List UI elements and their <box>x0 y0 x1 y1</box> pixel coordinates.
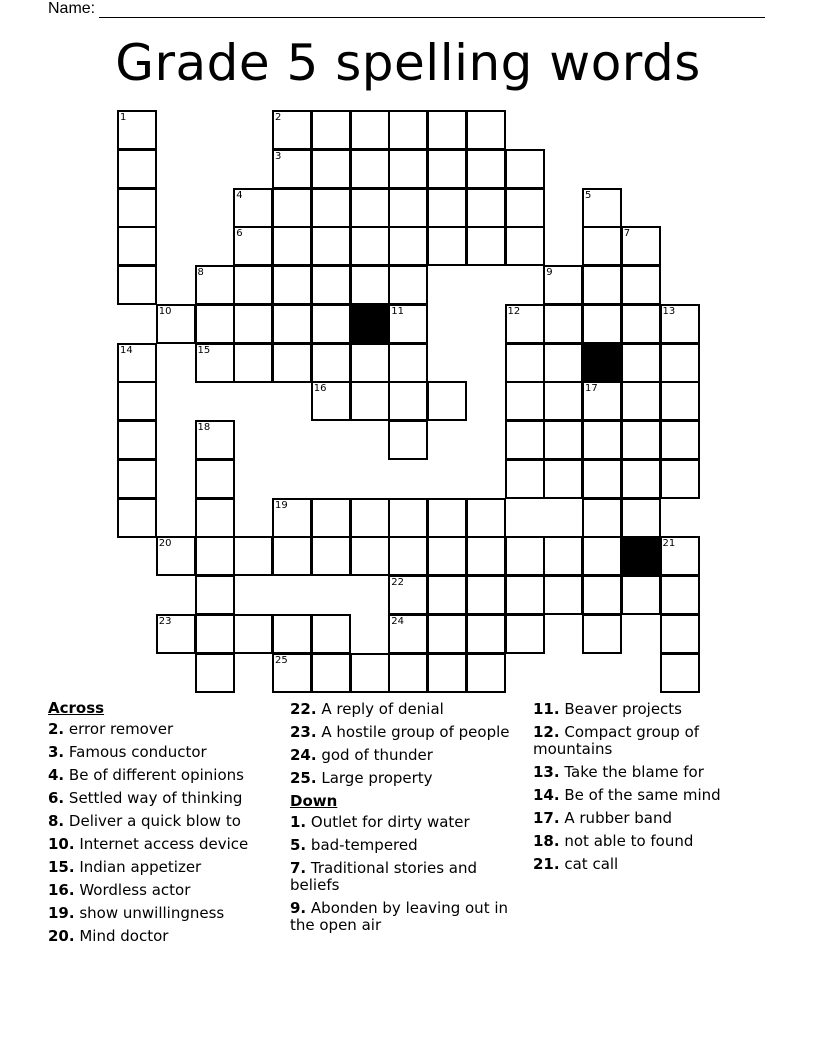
grid-cell[interactable] <box>466 188 506 228</box>
grid-cell[interactable] <box>621 304 661 344</box>
clue-number: 6 <box>236 228 243 240</box>
clue-number: 8. <box>48 812 65 830</box>
across-clue <box>48 767 278 784</box>
grid-cell[interactable] <box>311 536 351 576</box>
clue-number: 23. <box>290 723 317 741</box>
grid-cell[interactable] <box>582 420 622 460</box>
grid-cell[interactable] <box>505 343 545 383</box>
clue-text: show unwillingness <box>79 904 225 922</box>
grid-cell[interactable] <box>117 343 157 383</box>
clue-number: 1 <box>120 112 127 123</box>
clue-text: Beaver projects <box>564 700 682 718</box>
grid-cell[interactable] <box>543 304 583 344</box>
black-cell <box>350 304 390 344</box>
clue-number: 19 <box>275 499 288 511</box>
grid-cell[interactable] <box>621 343 661 383</box>
grid-cell[interactable] <box>543 381 583 421</box>
clue-number: 11. <box>533 700 560 718</box>
grid-cell[interactable] <box>272 188 312 228</box>
across-clue <box>48 928 278 945</box>
clue-number: 2 <box>275 112 282 123</box>
grid-cell[interactable] <box>272 653 312 693</box>
grid-cell[interactable] <box>427 575 467 615</box>
grid-cell[interactable] <box>543 536 583 576</box>
down-clue <box>533 810 763 827</box>
grid-cell[interactable] <box>195 420 235 460</box>
grid-cell[interactable] <box>350 653 390 693</box>
grid-cell[interactable] <box>505 304 545 344</box>
grid-cell[interactable] <box>117 149 157 189</box>
clue-text: Indian appetizer <box>79 858 202 876</box>
clue-number: 14 <box>120 344 133 356</box>
across-clue <box>290 770 520 787</box>
name-label: Name: <box>48 0 96 17</box>
grid-cell[interactable] <box>272 149 312 189</box>
grid-cell[interactable] <box>350 226 390 266</box>
grid-cell[interactable] <box>621 381 661 421</box>
clue-number: 18 <box>197 422 211 433</box>
grid-cell[interactable] <box>233 343 273 383</box>
clue-number: 22. <box>290 700 317 718</box>
across-clue <box>48 790 278 807</box>
grid-cell[interactable] <box>195 343 235 383</box>
clue-text: Abonden by leaving out in the open air <box>290 899 509 934</box>
clue-number: 1. <box>290 813 307 831</box>
grid-cell[interactable] <box>582 498 622 538</box>
clue-number: 7. <box>290 859 307 877</box>
grid-cell[interactable] <box>311 188 351 228</box>
clue-text: Be of the same mind <box>564 786 721 804</box>
clue-number: 9. <box>290 899 307 917</box>
grid-cell[interactable] <box>195 265 235 305</box>
grid-cell[interactable] <box>543 343 583 383</box>
clue-text: Deliver a quick blow to <box>68 812 241 830</box>
clue-number: 24. <box>290 746 317 764</box>
grid-cell[interactable] <box>195 653 235 693</box>
grid-cell[interactable] <box>233 536 273 576</box>
grid-cell[interactable] <box>427 149 467 189</box>
clue-number: 17. <box>533 809 560 827</box>
clue-text: error remover <box>68 720 174 738</box>
clue-number: 15 <box>197 344 211 356</box>
clue-text: god of thunder <box>321 746 433 764</box>
grid-cell[interactable] <box>156 536 196 576</box>
grid-cell[interactable] <box>350 149 390 189</box>
grid-cell[interactable] <box>311 498 351 538</box>
grid-cell[interactable] <box>233 226 273 266</box>
grid-cell[interactable] <box>117 226 157 266</box>
grid-cell[interactable] <box>388 226 428 266</box>
clue-text: Settled way of thinking <box>68 789 243 807</box>
clue-text: Compact group of mountains <box>533 723 700 758</box>
clue-number: 19. <box>48 904 75 922</box>
clue-number: 12. <box>533 723 560 741</box>
grid-cell[interactable] <box>388 653 428 693</box>
grid-cell[interactable] <box>117 498 157 538</box>
grid-cell[interactable] <box>156 304 196 344</box>
grid-cell[interactable] <box>466 149 506 189</box>
clue-text: Take the blame for <box>564 763 704 781</box>
grid-cell[interactable] <box>388 420 428 460</box>
grid-cell[interactable] <box>582 381 622 421</box>
clue-number: 17 <box>585 383 598 395</box>
grid-cell[interactable] <box>350 265 390 305</box>
down-clue <box>533 724 763 758</box>
clue-text: A rubber band <box>564 809 673 827</box>
clue-number: 13 <box>662 305 676 317</box>
grid-cell[interactable] <box>621 459 661 499</box>
name-field <box>48 0 765 18</box>
grid-cell[interactable] <box>505 149 545 189</box>
grid-cell[interactable] <box>388 265 428 305</box>
clue-text: A reply of denial <box>321 700 444 718</box>
grid-cell[interactable] <box>311 304 351 344</box>
grid-cell[interactable] <box>195 536 235 576</box>
clue-number: 21. <box>533 855 560 873</box>
grid-cell[interactable] <box>388 575 428 615</box>
grid-cell[interactable] <box>543 459 583 499</box>
clue-number: 4. <box>48 766 65 784</box>
grid-cell[interactable] <box>311 653 351 693</box>
grid-cell[interactable] <box>427 536 467 576</box>
grid-cell[interactable] <box>660 536 700 576</box>
grid-cell[interactable] <box>660 614 700 654</box>
grid-cell[interactable] <box>505 575 545 615</box>
clue-number: 7 <box>623 228 631 240</box>
down-clue <box>290 814 520 831</box>
clue-number: 16 <box>313 383 327 395</box>
grid-cell[interactable] <box>505 459 545 499</box>
grid-cell[interactable] <box>195 498 235 538</box>
across-clue <box>48 882 278 899</box>
grid-cell[interactable] <box>427 188 467 228</box>
clue-number: 8 <box>197 267 204 278</box>
grid-cell[interactable] <box>582 226 622 266</box>
across-clue <box>48 721 278 738</box>
down-clue <box>533 764 763 781</box>
across-clue <box>48 859 278 876</box>
grid-cell[interactable] <box>466 498 506 538</box>
down-clue-list <box>290 814 520 934</box>
grid-cell[interactable] <box>543 265 583 305</box>
grid-cell[interactable] <box>311 265 351 305</box>
grid-cell[interactable] <box>660 420 700 460</box>
down-clue <box>533 856 763 873</box>
across-clue <box>290 724 520 741</box>
clue-number: 9 <box>546 267 553 278</box>
grid-cell[interactable] <box>388 149 428 189</box>
grid-cell[interactable] <box>427 498 467 538</box>
grid-cell[interactable] <box>582 304 622 344</box>
clue-number: 2. <box>48 720 65 738</box>
grid-cell[interactable] <box>427 110 467 150</box>
page-title: Grade 5 spelling words <box>115 34 701 92</box>
clue-number: 23 <box>158 615 172 627</box>
clue-text: Outlet for dirty water <box>310 813 470 831</box>
grid-cell[interactable] <box>505 614 545 654</box>
across-clue <box>48 744 278 761</box>
grid-cell[interactable] <box>543 420 583 460</box>
grid-cell[interactable] <box>272 498 312 538</box>
grid-cell[interactable] <box>582 265 622 305</box>
grid-cell[interactable] <box>388 614 428 654</box>
grid-cell[interactable] <box>117 420 157 460</box>
grid-cell[interactable] <box>350 498 390 538</box>
across-clue-list-continued <box>290 701 520 787</box>
down-heading: Down <box>290 792 338 810</box>
grid-cell[interactable] <box>543 575 583 615</box>
grid-cell[interactable] <box>156 614 196 654</box>
grid-cell[interactable] <box>427 614 467 654</box>
grid-cell[interactable] <box>427 226 467 266</box>
grid-cell[interactable] <box>272 110 312 150</box>
black-cell <box>621 536 661 576</box>
grid-cell[interactable] <box>311 110 351 150</box>
grid-cell[interactable] <box>388 188 428 228</box>
grid-cell[interactable] <box>427 653 467 693</box>
clue-number: 12 <box>507 305 521 317</box>
down-clue <box>533 833 763 850</box>
grid-cell[interactable] <box>311 149 351 189</box>
down-clue-list-continued <box>533 701 763 873</box>
grid-cell[interactable] <box>582 188 622 228</box>
grid-cell[interactable] <box>621 420 661 460</box>
clue-text: not able to found <box>564 832 694 850</box>
grid-cell[interactable] <box>582 614 622 654</box>
clue-text: Traditional stories and beliefs <box>290 859 478 894</box>
grid-cell[interactable] <box>272 226 312 266</box>
clue-number: 24 <box>391 615 404 627</box>
grid-cell[interactable] <box>660 381 700 421</box>
grid-cell[interactable] <box>621 575 661 615</box>
down-clue <box>290 900 520 934</box>
clues-column-2 <box>290 701 520 940</box>
grid-cell[interactable] <box>350 343 390 383</box>
grid-cell[interactable] <box>466 614 506 654</box>
grid-cell[interactable] <box>311 343 351 383</box>
grid-cell[interactable] <box>388 110 428 150</box>
clue-number: 5 <box>585 189 592 201</box>
grid-cell[interactable] <box>117 188 157 228</box>
clue-text: cat call <box>564 855 619 873</box>
clue-number: 25 <box>275 654 288 666</box>
grid-cell[interactable] <box>427 381 467 421</box>
across-clue <box>48 813 278 830</box>
grid-cell[interactable] <box>660 343 700 383</box>
grid-cell[interactable] <box>621 498 661 538</box>
grid-cell[interactable] <box>311 226 351 266</box>
clue-number: 14. <box>533 786 560 804</box>
clue-number: 11 <box>391 305 404 317</box>
clue-number: 18. <box>533 832 560 850</box>
grid-cell[interactable] <box>660 304 700 344</box>
grid-cell[interactable] <box>660 575 700 615</box>
clue-number: 10 <box>158 305 172 317</box>
black-cell <box>582 343 622 383</box>
across-heading: Across <box>48 699 105 717</box>
clue-text: Large property <box>321 769 433 787</box>
clue-number: 25. <box>290 769 317 787</box>
grid-cell[interactable] <box>505 536 545 576</box>
grid-cell[interactable] <box>233 304 273 344</box>
down-clue <box>290 860 520 894</box>
across-clue-list <box>48 721 278 945</box>
clue-text: Internet access device <box>79 835 249 853</box>
clue-number: 22 <box>391 577 404 588</box>
grid-cell[interactable] <box>350 110 390 150</box>
across-clue <box>290 701 520 718</box>
grid-cell[interactable] <box>272 304 312 344</box>
grid-cell[interactable] <box>621 226 661 266</box>
across-clue <box>48 905 278 922</box>
across-clue <box>48 836 278 853</box>
grid-cell[interactable] <box>272 614 312 654</box>
grid-cell[interactable] <box>233 265 273 305</box>
clue-number: 15. <box>48 858 75 876</box>
grid-cell[interactable] <box>117 110 157 150</box>
clue-number: 10. <box>48 835 75 853</box>
down-clue <box>533 701 763 718</box>
grid-cell[interactable] <box>117 265 157 305</box>
grid-cell[interactable] <box>505 226 545 266</box>
grid-cell[interactable] <box>505 188 545 228</box>
grid-cell[interactable] <box>117 381 157 421</box>
grid-cell[interactable] <box>350 536 390 576</box>
grid-cell[interactable] <box>505 381 545 421</box>
grid-cell[interactable] <box>195 614 235 654</box>
clue-text: A hostile group of people <box>321 723 510 741</box>
clue-text: Be of different opinions <box>68 766 244 784</box>
grid-cell[interactable] <box>388 381 428 421</box>
grid-cell[interactable] <box>311 614 351 654</box>
grid-cell[interactable] <box>582 536 622 576</box>
grid-cell[interactable] <box>311 381 351 421</box>
clue-number: 20. <box>48 927 75 945</box>
clue-text: bad-tempered <box>310 836 418 854</box>
grid-cell[interactable] <box>388 304 428 344</box>
clue-number: 4 <box>236 189 243 201</box>
crossword-grid <box>117 110 698 691</box>
clues-column-3 <box>533 701 763 879</box>
grid-cell[interactable] <box>582 459 622 499</box>
clue-number: 3. <box>48 743 65 761</box>
clue-text: Mind doctor <box>79 927 169 945</box>
clue-number: 21 <box>662 538 676 550</box>
grid-cell[interactable] <box>582 575 622 615</box>
clue-number: 5. <box>290 836 307 854</box>
grid-cell[interactable] <box>388 498 428 538</box>
grid-cell[interactable] <box>660 653 700 693</box>
across-clue <box>290 747 520 764</box>
grid-cell[interactable] <box>505 420 545 460</box>
grid-cell[interactable] <box>621 265 661 305</box>
grid-cell[interactable] <box>195 575 235 615</box>
clue-number: 13. <box>533 763 560 781</box>
clue-number: 3 <box>275 150 282 162</box>
grid-cell[interactable] <box>466 575 506 615</box>
grid-cell[interactable] <box>466 536 506 576</box>
clue-number: 6. <box>48 789 65 807</box>
grid-cell[interactable] <box>388 343 428 383</box>
grid-cell[interactable] <box>117 459 157 499</box>
grid-cell[interactable] <box>233 188 273 228</box>
clues-column-1 <box>48 700 278 951</box>
grid-cell[interactable] <box>272 265 312 305</box>
grid-cell[interactable] <box>466 653 506 693</box>
clue-text: Wordless actor <box>79 881 191 899</box>
grid-cell[interactable] <box>233 614 273 654</box>
grid-cell[interactable] <box>195 459 235 499</box>
clue-number: 16. <box>48 881 75 899</box>
grid-cell[interactable] <box>466 226 506 266</box>
down-clue <box>290 837 520 854</box>
clue-text: Famous conductor <box>68 743 207 761</box>
grid-cell[interactable] <box>466 110 506 150</box>
clue-number: 20 <box>158 538 172 550</box>
grid-cell[interactable] <box>272 536 312 576</box>
grid-cell[interactable] <box>660 459 700 499</box>
grid-cell[interactable] <box>195 304 235 344</box>
down-clue <box>533 787 763 804</box>
grid-cell[interactable] <box>272 343 312 383</box>
grid-cell[interactable] <box>350 188 390 228</box>
name-input-line[interactable] <box>99 2 765 18</box>
grid-cell[interactable] <box>388 536 428 576</box>
grid-cell[interactable] <box>350 381 390 421</box>
